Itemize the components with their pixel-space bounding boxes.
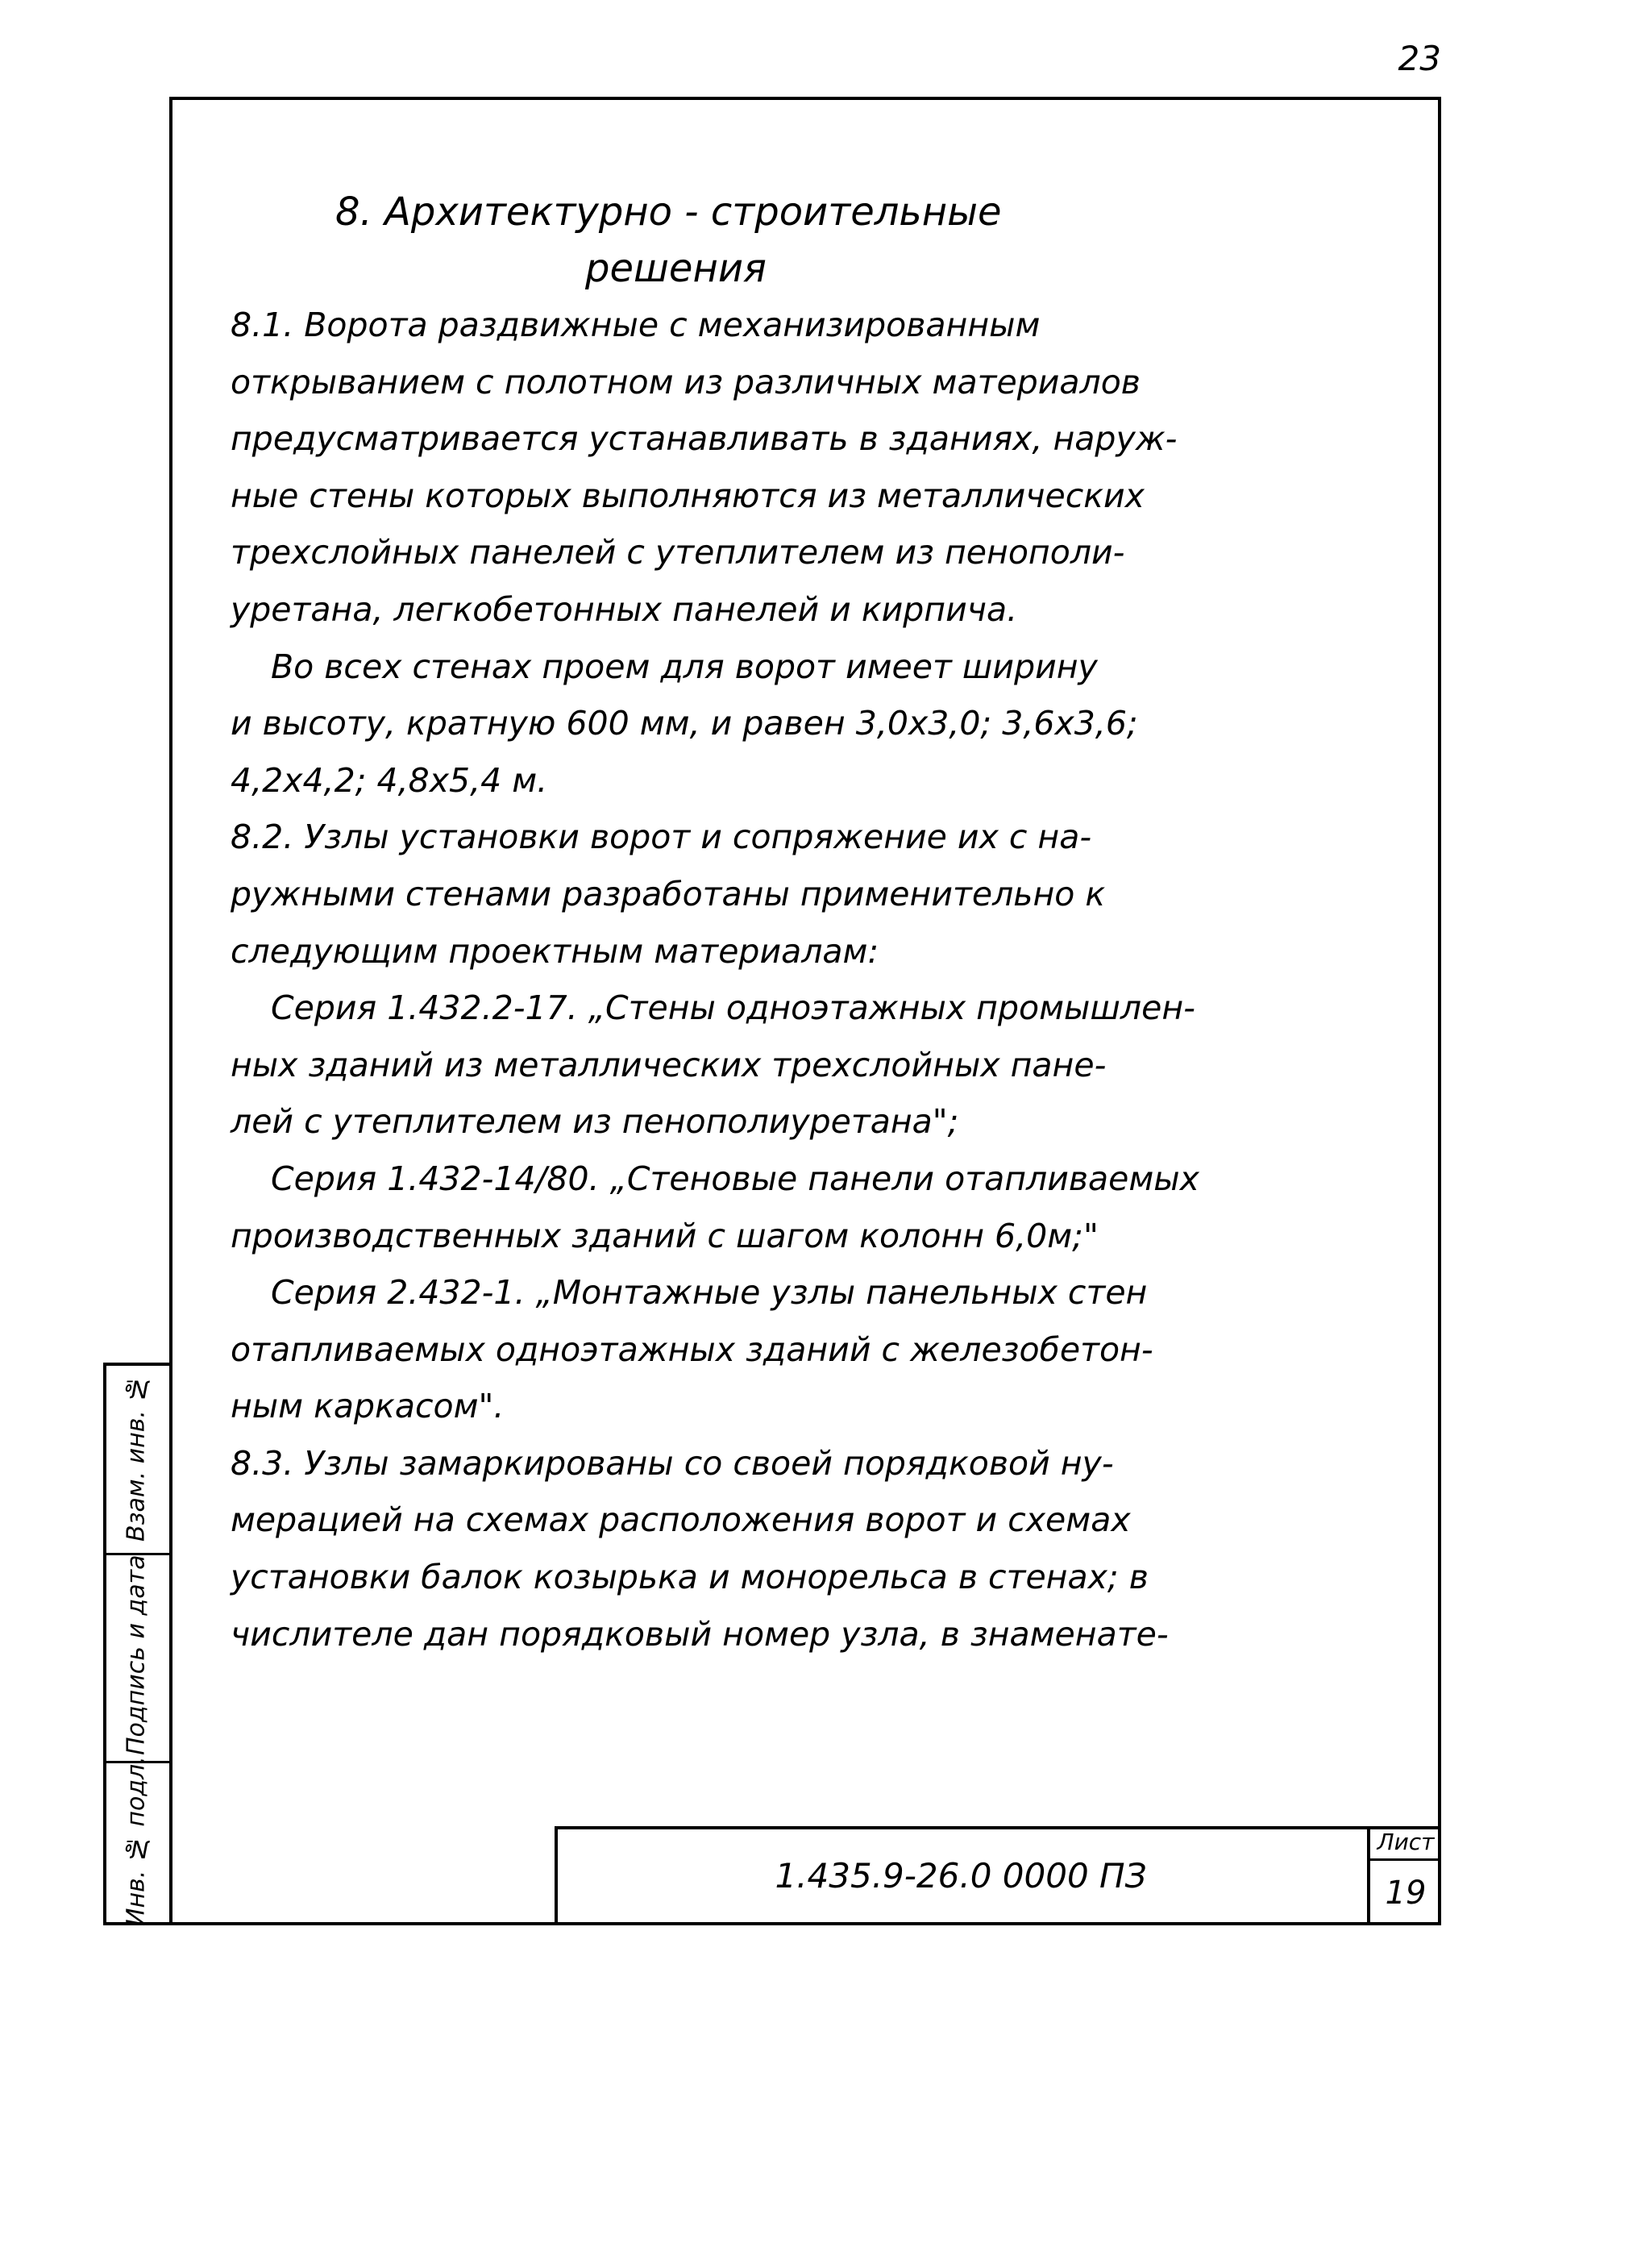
text-line: Серия 1.432-14/80. „Стеновые панели отапливаемых [271, 1159, 1199, 1198]
text-line: установки балок козырька и монорельса в стенах; в [231, 1558, 1149, 1597]
text-line: предусматривается устанавливать в зданиях, наруж- [231, 419, 1178, 459]
text-line: ружными стенами разработаны применительно к [231, 874, 1106, 913]
stamp-label-original-inv: Инв. № подл. [122, 1756, 151, 1927]
text-line: 8.3. Узлы замаркированы со своей порядковой ну- [231, 1443, 1114, 1483]
document-code: 1.435.9-26.0 0000 ПЗ [775, 1856, 1147, 1896]
text-line: Серия 2.432-1. „Монтажные узлы панельных стен [271, 1273, 1148, 1313]
text-line: трехслойных панелей с утеплителем из пенополи- [231, 533, 1125, 572]
document-body [231, 184, 1391, 1663]
text-line: и высоту, кратную 600 мм, и равен 3,0х3,0; 3,6х3,6; [231, 704, 1138, 743]
text-line: Во всех стенах проем для ворот имеет ширину [271, 647, 1098, 686]
text-line: числителе дан порядковый номер узла, в знаменате- [231, 1614, 1169, 1654]
text-line: отапливаемых одноэтажных зданий с железобетон- [231, 1330, 1153, 1369]
stamp-label-signature-date: Подпись и дата [122, 1554, 151, 1756]
sheet-number: 19 [1385, 1875, 1427, 1912]
text-line: ным каркасом". [231, 1387, 505, 1426]
text-line: 4,2х4,2; 4,8х5,4 м. [231, 760, 548, 800]
stamp-label-replaced-inv: Взам. инв. № [122, 1374, 151, 1542]
text-line: уретана, легкобетонных панелей и кирпича. [231, 589, 1018, 629]
text-line: ных зданий из металлических трехслойных пане- [231, 1045, 1107, 1084]
text-line: следующим проектным материалам: [231, 931, 879, 971]
section-heading-line-1: 8. Архитектурно - строительные [335, 189, 1002, 235]
sheet-label: Лист [1370, 1826, 1441, 1861]
page-number: 23 [1398, 39, 1441, 78]
text-line: открыванием с полотном из различных материалов [231, 362, 1141, 402]
text-line: ные стены которых выполняются из металлических [231, 476, 1145, 515]
text-line: 8.2. Узлы установки ворот и сопряжение их с на- [231, 818, 1092, 857]
text-line: Серия 1.432.2-17. „Стены одноэтажных промышлен- [271, 988, 1195, 1028]
text-line: 8.1. Ворота раздвижные с механизированным [231, 306, 1041, 344]
sheet-box [1367, 1826, 1441, 1925]
section-heading-line-2: решения [585, 246, 767, 291]
text-line: производственных зданий с шагом колонн 6,0м;" [231, 1216, 1099, 1255]
text-line: лей с утеплителем из пенополиуретана"; [231, 1102, 959, 1142]
text-line: мерацией на схемах расположения ворот и схемах [231, 1500, 1131, 1540]
